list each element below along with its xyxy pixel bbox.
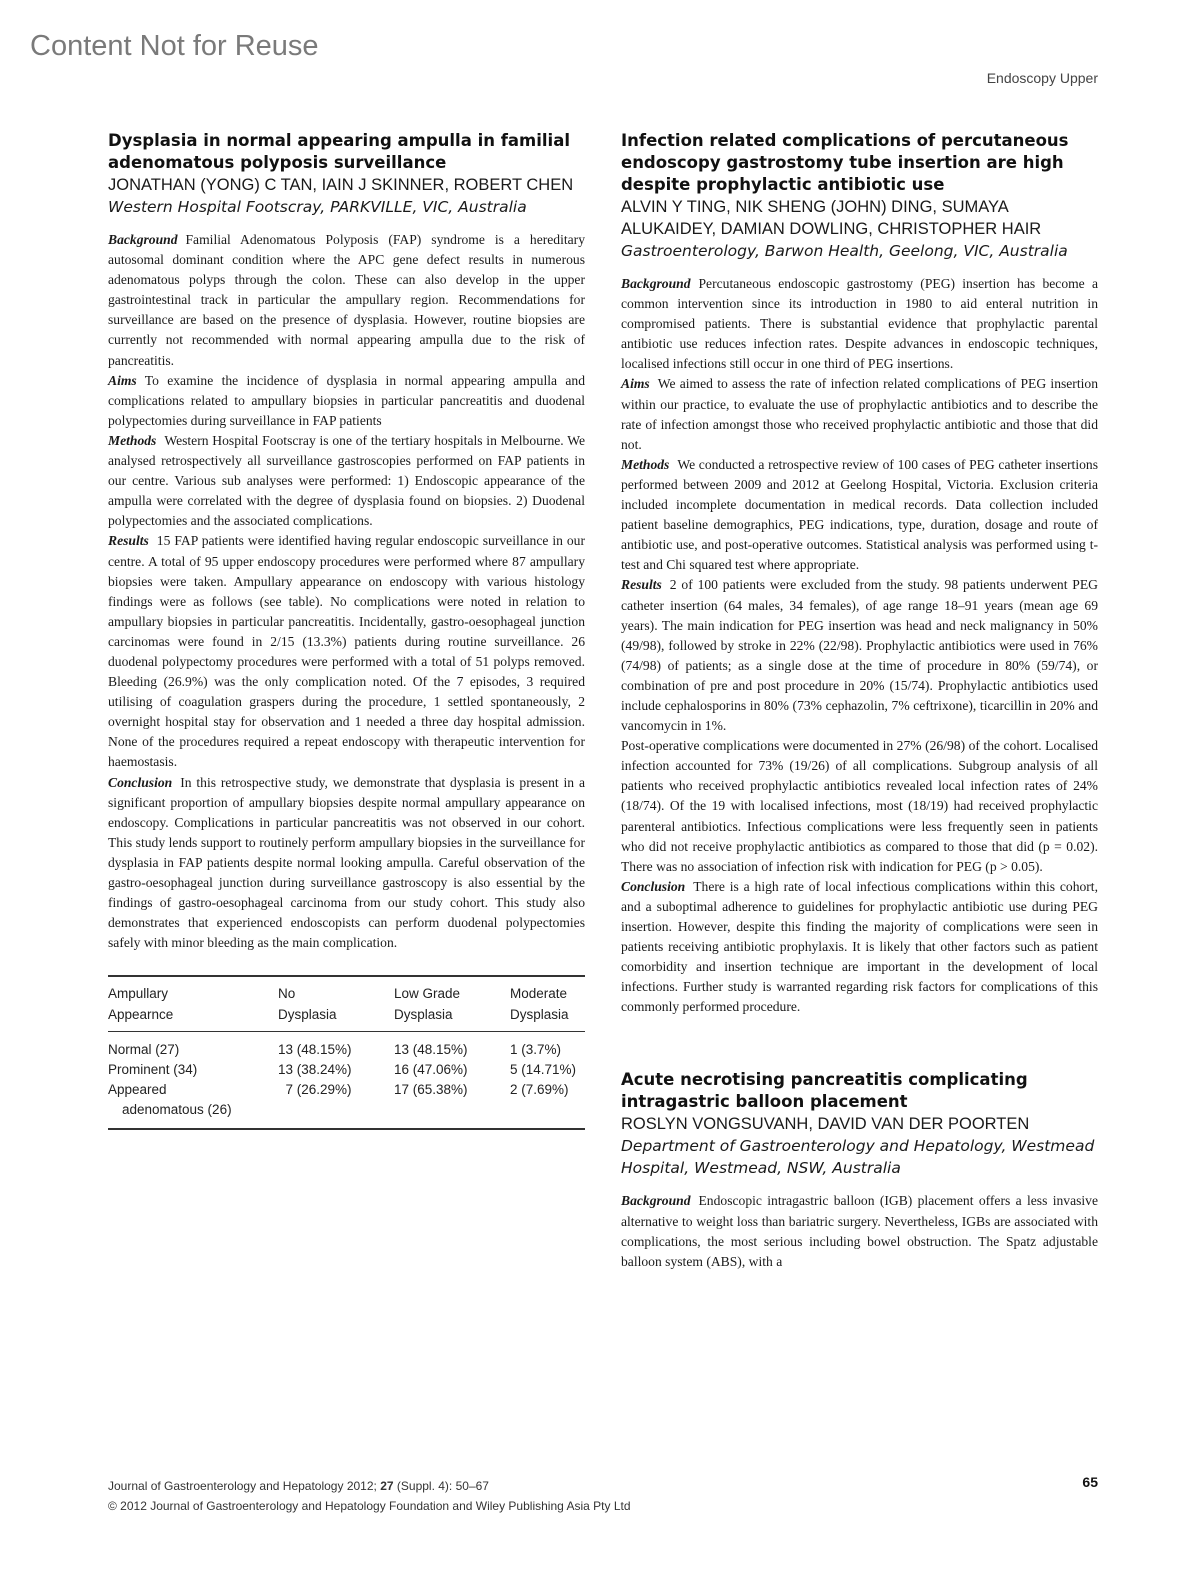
section-text: There is a high rate of local infectious complications within this cohort, and a suboptimal adherence to guidelines for prophylactic antibiotic use during PEG insertion. However, despite this finding the majority of complications were seen in patients receiving antibiotic prophylaxis. It is likely that other factors such as patient comorbidity and insertion technique are important in the development of local infections. Further study is warranted regarding risk factors for complications of this commonly performed procedure. — [621, 878, 1098, 1015]
journal-citation — [108, 1476, 631, 1496]
abstract-dysplasia — [108, 130, 585, 1130]
section-heading: Aims — [621, 376, 650, 392]
section-heading: Background — [108, 232, 178, 247]
section-heading: Conclusion — [108, 774, 173, 790]
section-text: Western Hospital Footscray is one of the tertiary hospitals in Melbourne. We analysed retrospectively all surveillance gastroscopies performed on FAP patients in our centre. Various sub analyses were performed: 1) Endoscopic appearance of the ampulla were correlated with the degree of dysplasia found on biopsies. 2) Duodenal polypectomies and the associated complications. — [108, 432, 585, 529]
header-line: No — [278, 986, 296, 1002]
section-text: 2 of 100 patients were excluded from the study. 98 patients underwent PEG catheter insertion (64 males, 34 females), of age range 18–91 years (mean age 69 years). The main indication for PEG insertion was head and neck malignancy in 50% (49/98), followed by stroke in 22% (22/98). Prophylactic antibiotics were used in 76% (74/98) of patients; as a single dose at the time of procedure in 80% (59/74), or combination of pre and post procedure in 20% (15/74). Prophylactic antibiotics used include cephalosporins in 80% (73% cephazolin, 7% ceftrixone), ticarcillin in 20% and vancomycin in 1%. — [621, 577, 1098, 734]
section-heading: Methods — [108, 432, 157, 448]
row-label-continued: adenomatous (26) — [122, 1102, 232, 1118]
section-heading: Conclusion — [621, 878, 686, 894]
section-text: 15 FAP patients were identified having regular endoscopic surveillance in our centre. A total of 95 upper endoscopy procedures were performed where 87 ampullary biopsies were taken. Ampullary appearance on endoscopy with various histology findings were as follows (see table). No complications were noted in relation to ampullary biopsies in particular pancreatitis. Incidentally, gastro-oesophageal junction carcinomas were found in 2/15 (13.3%) patients during routine surveillance. 26 duodenal polypectomy procedures were performed with a total of 51 polyps removed. Bleeding (26.9%) was the only complication noted. Of the 7 episodes, 3 required utilising of coagulation graspers during the procedure, 1 settled spontaneously, 2 overnight hospital stay for observation and 1 needed a three day hospital admission. None of the procedures required a repeat endoscopy with therapeutic intervention for haemostasis. — [108, 533, 585, 770]
abstract-results — [108, 531, 585, 772]
section-heading: Results — [108, 533, 149, 549]
table-cell: 1 (3.7%) — [510, 1042, 562, 1058]
table-cell: 13 (48.15%) — [394, 1042, 468, 1058]
abstract-background — [108, 230, 585, 371]
table-row — [108, 1080, 585, 1129]
table-cell — [108, 1080, 278, 1129]
section-heading: Aims — [108, 372, 137, 388]
table-row — [108, 1060, 585, 1080]
table-cell: 17 (65.38%) — [394, 1082, 468, 1098]
table-cell: Normal (27) — [108, 1042, 180, 1058]
section-text: Endoscopic intragastric balloon (IGB) placement offers a less invasive alternative to weight loss than bariatric surgery. Nevertheless, IGBs are associated with complications, the most serious including bowel obstruction. The Spatz adjustable balloon system (ABS), with a — [621, 1193, 1098, 1269]
table-header-row — [108, 976, 585, 1032]
header-line: Dysplasia — [510, 1007, 569, 1023]
page-footer — [108, 1476, 631, 1516]
abstract-title: Acute necrotising pancreatitis complicating intragastric balloon placement — [621, 1070, 1028, 1112]
journal-volume: 27 — [380, 1479, 394, 1493]
abstract-authors: JONATHAN (YONG) C TAN, IAIN J SKINNER, ROBERT CHEN — [108, 176, 574, 194]
section-heading: Methods — [621, 456, 670, 472]
table-header — [278, 976, 394, 1032]
section-text: Post-operative complications were documented in 27% (26/98) of the cohort. Localised infection accounted for 73% (19/26) of all complications. Subgroup analysis of all patients who received prophylactic antibiotics revealed local infection rates of 24% (18/74). Of the 19 with localised infections, most (18/19) had received prophylactic parenteral antibiotics. Infectious complications were less frequently seen in patients who did not receive prophylactic antibiotics as compared to those that did (p = 0.02). There was no association of infection risk with indication for PEG (p > 0.05). — [621, 738, 1098, 874]
copyright: © 2012 Journal of Gastroenterology and Hepatology Foundation and Wiley Publishing Asia Pty Ltd — [108, 1499, 631, 1513]
abstract-affiliation: Department of Gastroenterology and Hepatology, Westmead Hospital, Westmead, NSW, Australia — [621, 1137, 1095, 1178]
table-header — [394, 976, 510, 1032]
header-line: Dysplasia — [278, 1007, 337, 1023]
section-text: In this retrospective study, we demonstrate that dysplasia is present in a significant proportion of ampullary biopsies despite normal ampullary appearance on endoscopy. Complications in particular pancreatitis was not observed in our cohort. This study lends support to routinely perform ampullary biopsies in the surveillance for dysplasia in FAP patients despite normal looking ampulla. Careful observation of the gastro-oesophageal junction during surveillance gastroscopy is also essential by the findings of gastro-oesophageal carcinoma from our study cohort. This study also demonstrates that experienced endoscopists can perform duodenal polypectomies safely with minor bleeding as the main complication. — [108, 774, 585, 951]
journal-suffix: (Suppl. 4): 50–67 — [396, 1479, 489, 1493]
table-cell: 16 (47.06%) — [394, 1062, 468, 1078]
header-line: Moderate — [510, 986, 568, 1002]
header-line: Appearnce — [108, 1007, 174, 1023]
section-text: To examine the incidence of dysplasia in normal appearing ampulla and complications related to ampullary biopsies in particular pancreatitis and duodenal polypectomies during surveillance in FAP patients — [108, 372, 585, 428]
abstract-authors: ALVIN Y TING, NIK SHENG (JOHN) DING, SUMAYA ALUKAIDEY, DAMIAN DOWLING, CHRISTOPHER HAIR — [621, 198, 1042, 238]
abstract-balloon — [621, 1069, 1098, 1271]
table-cell — [278, 1080, 394, 1129]
abstract-results-continued — [621, 736, 1098, 877]
header-line: Dysplasia — [394, 1007, 453, 1023]
journal-prefix: Journal of Gastroenterology and Hepatology 2012; — [108, 1479, 377, 1493]
abstract-aims — [621, 374, 1098, 454]
table-row — [108, 1032, 585, 1061]
abstract-methods — [621, 455, 1098, 576]
watermark: Content Not for Reuse — [30, 30, 319, 62]
row-label: Appeared — [108, 1082, 167, 1098]
table-cell: 5 (14.71%) — [510, 1062, 577, 1078]
section-heading: Background — [621, 276, 691, 291]
section-text: Percutaneous endoscopic gastrostomy (PEG) insertion has become a common intervention since its introduction in 1980 to aid enteral nutrition in compromised patients. There is substantial evidence that prophylactic parental antibiotic use reduces infection rates. Despite advances in endoscopic techniques, localised infections still occur in one third of PEG insertions. — [621, 276, 1098, 372]
section-text: Familial Adenomatous Polyposis (FAP) syndrome is a hereditary autosomal dominant condition where the APC gene defect results in numerous adenomatous polyps through the colon. These can also develop in the upper gastrointestinal track in particular the ampullary region. Recommendations for surveillance are based on the presence of dysplasia. However, routine biopsies are currently not recommended with normal appearing ampulla due to the risk of pancreatitis. — [108, 232, 585, 368]
abstract-results — [621, 575, 1098, 736]
section-label: Endoscopy Upper — [986, 70, 1098, 86]
dysplasia-table — [108, 975, 585, 1130]
abstract-affiliation: Western Hospital Footscray, PARKVILLE, VIC, Australia — [108, 198, 527, 216]
abstract-peg — [621, 130, 1098, 1017]
section-heading: Results — [621, 577, 662, 593]
abstract-conclusion — [621, 877, 1098, 1018]
cell-value: 7 (26.29%) — [285, 1082, 352, 1098]
abstract-authors: ROSLYN VONGSUVANH, DAVID VAN DER POORTEN — [621, 1115, 1030, 1134]
table-header — [108, 976, 278, 1032]
table-header — [510, 976, 585, 1032]
abstract-aims — [108, 371, 585, 431]
abstract-affiliation: Gastroenterology, Barwon Health, Geelong, VIC, Australia — [621, 242, 1068, 260]
abstract-conclusion — [108, 773, 585, 954]
abstract-methods — [108, 431, 585, 531]
section-heading: Background — [621, 1193, 691, 1209]
left-column — [108, 130, 585, 1130]
section-text: We aimed to assess the rate of infection related complications of PEG insertion within our practice, to evaluate the use of prophylactic antibiotics and to describe the rate of infection amongst those who received prophylactic antibiotic and those that did not. — [621, 376, 1098, 452]
header-line: Low Grade — [394, 986, 461, 1002]
header-line: Ampullary — [108, 986, 169, 1002]
page-number: 65 — [1082, 1474, 1098, 1490]
abstract-background — [621, 274, 1098, 374]
table-cell: 2 (7.69%) — [510, 1082, 569, 1098]
right-column — [621, 130, 1098, 1272]
table-cell: Prominent (34) — [108, 1062, 198, 1078]
abstract-title: Infection related complications of percutaneous endoscopy gastrostomy tube insertion are high despite prophylactic antibiotic use — [621, 131, 1069, 194]
abstract-title: Dysplasia in normal appearing ampulla in familial adenomatous polyposis surveillance — [108, 131, 570, 172]
table-cell: 13 (48.15%) — [278, 1042, 352, 1058]
abstract-background — [621, 1191, 1098, 1271]
table-cell: 13 (38.24%) — [278, 1062, 352, 1078]
section-text: We conducted a retrospective review of 100 cases of PEG catheter insertions performed between 2009 and 2012 at Geelong Hospital, Victoria. Exclusion criteria included incomplete documentation in medical records. Data collection included patient baseline demographics, PEG indications, type, duration, dosage and route of antibiotic use, and post-operative outcomes. Statistical analysis was performed using t-test and Chi squared test where appropriate. — [621, 456, 1098, 573]
